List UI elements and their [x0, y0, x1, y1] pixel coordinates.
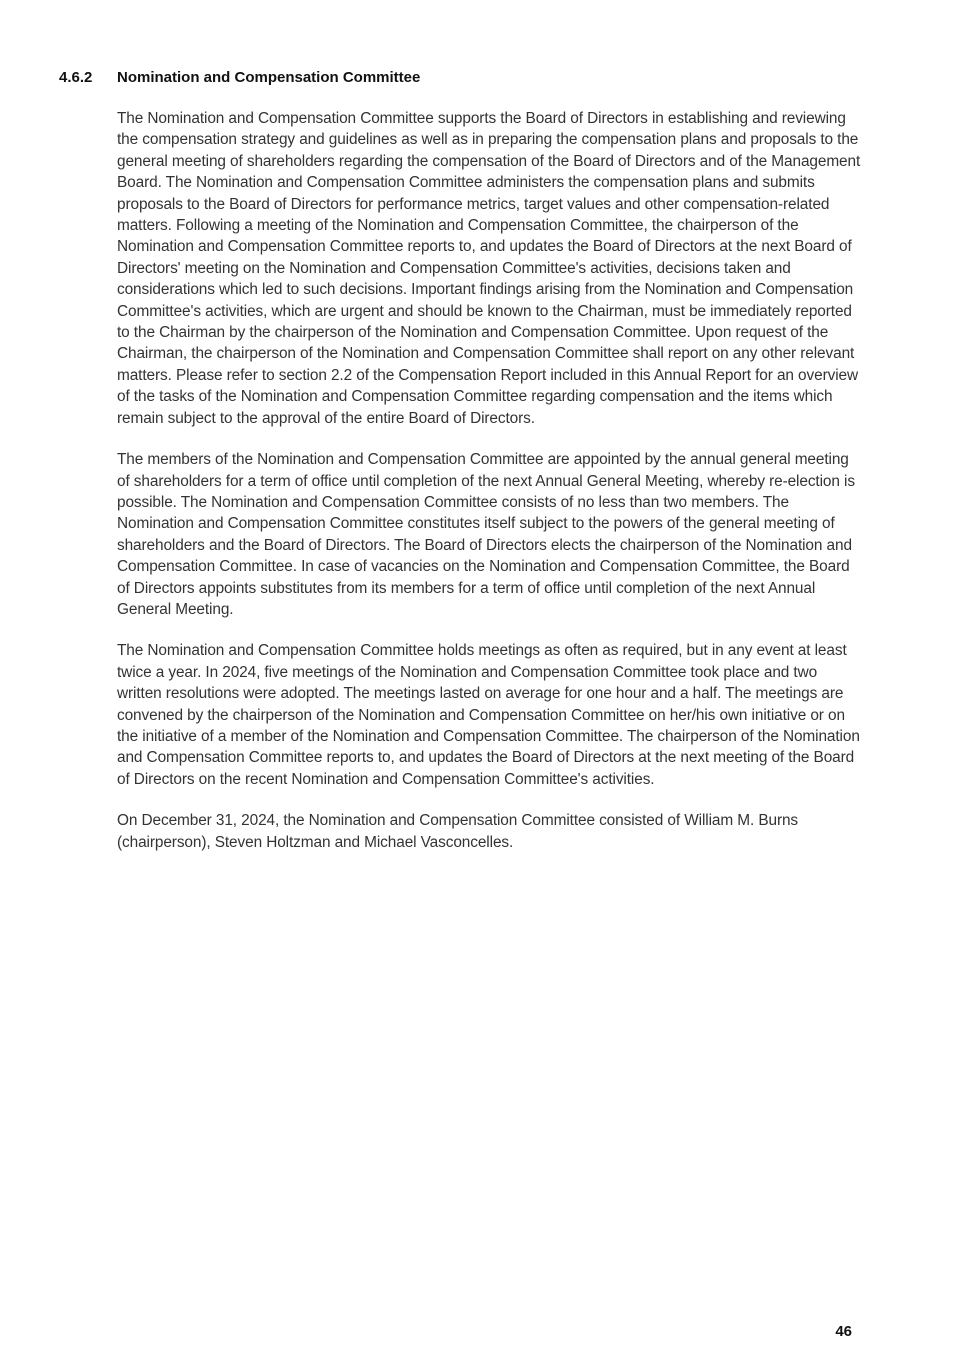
section-number: 4.6.2: [59, 69, 93, 86]
paragraph-committee-meetings: The Nomination and Compensation Committee holds meetings as often as required, but in any event at least twice a year. In 2024, five meetings of the Nomination and Compensation Committee took place and two written resolutions were adopted. The meetings lasted on average for one hour and a half. The meetings are convened by the chairperson of the Nomination and Compensation Committee on her/his own initiative or on the initiative of a member of the Nomination and Compensation Committee. The chairperson of the Nomination and Compensation Committee reports to, and updates the Board of Directors at the next meeting of the Board of Directors on the recent Nomination and Compensation Committee's activities.: [117, 642, 860, 788]
paragraph-committee-composition: On December 31, 2024, the Nomination and Compensation Committee consisted of William M. Burns (chairperson), Steven Holtzman and Michael Vasconcelles.: [117, 812, 799, 851]
page-number: 46: [835, 1323, 852, 1340]
paragraph-committee-membership: The members of the Nomination and Compensation Committee are appointed by the annual general meeting of shareholders for a term of office until completion of the next Annual General Meeting, whereby re-election is possible. The Nomination and Compensation Committee consists of no less than two members. The Nomination and Compensation Committee constitutes itself subject to the powers of the general meeting of shareholders and the Board of Directors. The Board of Directors elects the chairperson of the Nomination and Compensation Committee. In case of vacancies on the Nomination and Compensation Committee, the Board of Directors appoints substitutes from its members for a term of office until completion of the next Annual General Meeting.: [117, 451, 855, 618]
section-title: Nomination and Compensation Committee: [117, 69, 421, 86]
section-body: [117, 108, 861, 873]
paragraph-committee-role: The Nomination and Compensation Committee supports the Board of Directors in establishing and reviewing the compensation strategy and guidelines as well as in preparing the compensation plans and proposals to the general meeting of shareholders regarding the compensation of the Board of Directors and of the Management Board. The Nomination and Compensation Committee administers the compensation plans and submits proposals to the Board of Directors for performance metrics, target values and other compensation-related matters. Following a meeting of the Nomination and Compensation Committee, the chairperson of the Nomination and Compensation Committee reports to, and updates the Board of Directors at the next Board of Directors' meeting on the Nomination and Compensation Committee's activities, decisions taken and considerations which led to such decisions. Important findings arising from the Nomination and Compensation Committee's activities, which are urgent and should be known to the Chairman, must be immediately reported to the Chairman by the chairperson of the Nomination and Compensation Committee. Upon request of the Chairman, the chairperson of the Nomination and Compensation Committee shall report on any other relevant matters. Please refer to section 2.2 of the Compensation Report included in this Annual Report for an overview of the tasks of the Nomination and Compensation Committee regarding compensation and the items which remain subject to the approval of the entire Board of Directors.: [117, 110, 861, 427]
section-heading: [59, 68, 420, 88]
